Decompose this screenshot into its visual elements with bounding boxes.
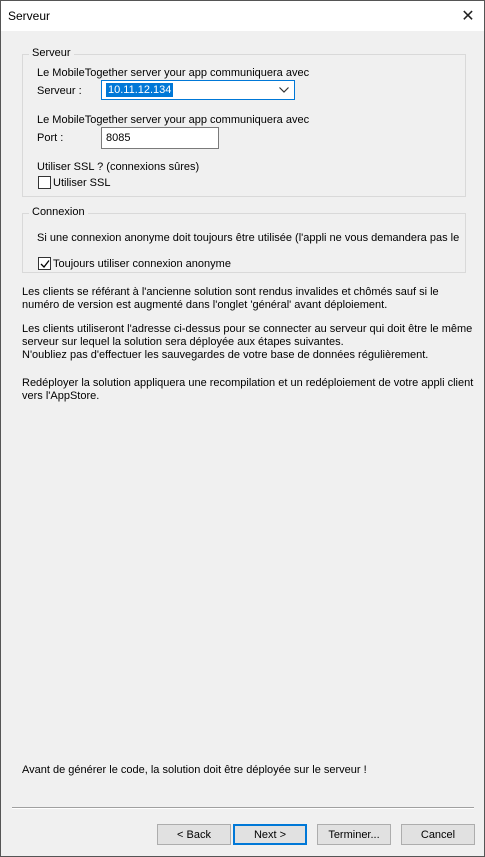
back-button[interactable]: < Back [157,824,231,845]
finish-button[interactable]: Terminer... [317,824,391,845]
server-group-legend: Serveur [29,47,74,59]
chevron-down-icon[interactable] [278,84,290,96]
info-paragraph-1 [22,286,439,312]
anonymous-connection-label[interactable]: Toujours utiliser connexion anonyme [53,258,231,270]
info-paragraph-3 [22,377,473,403]
checkmark-icon [40,259,50,269]
server-combobox-value: 10.11.12.134 [108,84,172,96]
footer-separator [12,807,474,809]
ssl-question: Utiliser SSL ? (connexions sûres) [37,161,200,173]
connection-group-legend: Connexion [29,206,88,218]
window-title: Serveur [8,9,51,23]
port-description: Le MobileTogether server your app communiquera avec [37,114,310,126]
anonymous-connection-checkbox[interactable] [38,257,51,270]
port-label: Port : [37,132,64,144]
server-combobox[interactable] [101,80,295,100]
info-line: serveur sur lequel la solution sera déployée aux étapes suivantes. [22,336,344,348]
server-description: Le MobileTogether server your app communiquera avec [37,67,310,79]
ssl-checkbox[interactable] [38,176,51,189]
next-button[interactable]: Next > [233,824,307,845]
info-line: numéro de version est augmenté dans l'onglet 'général' avant déploiement. [22,299,388,311]
deploy-note: Avant de générer le code, la solution doit être déployée sur le serveur ! [22,764,367,776]
server-label: Serveur : [37,85,82,97]
ssl-checkbox-label[interactable]: Utiliser SSL [53,177,111,189]
info-line: Redéployer la solution appliquera une recompilation et un redéploiement de votre appli client [22,377,474,389]
close-button[interactable] [452,1,484,31]
info-line: N'oubliez pas d'effectuer les sauvegardes de votre base de données régulièrement. [22,349,429,361]
close-icon: ✕ [461,8,475,25]
title-bar [1,1,484,31]
cancel-button[interactable]: Cancel [401,824,475,845]
info-line: Les clients se référant à l'ancienne solution sont rendus invalides et chômés sauf si le [22,286,439,298]
info-line: vers l'AppStore. [22,390,100,402]
info-line: Les clients utiliseront l'adresse ci-dessus pour se connecter au serveur qui doit être le même [22,323,473,335]
port-input[interactable] [101,127,219,149]
connection-description: Si une connexion anonyme doit toujours être utilisée (l'appli ne vous demandera pas le [37,232,460,244]
info-paragraph-2 [22,323,472,362]
